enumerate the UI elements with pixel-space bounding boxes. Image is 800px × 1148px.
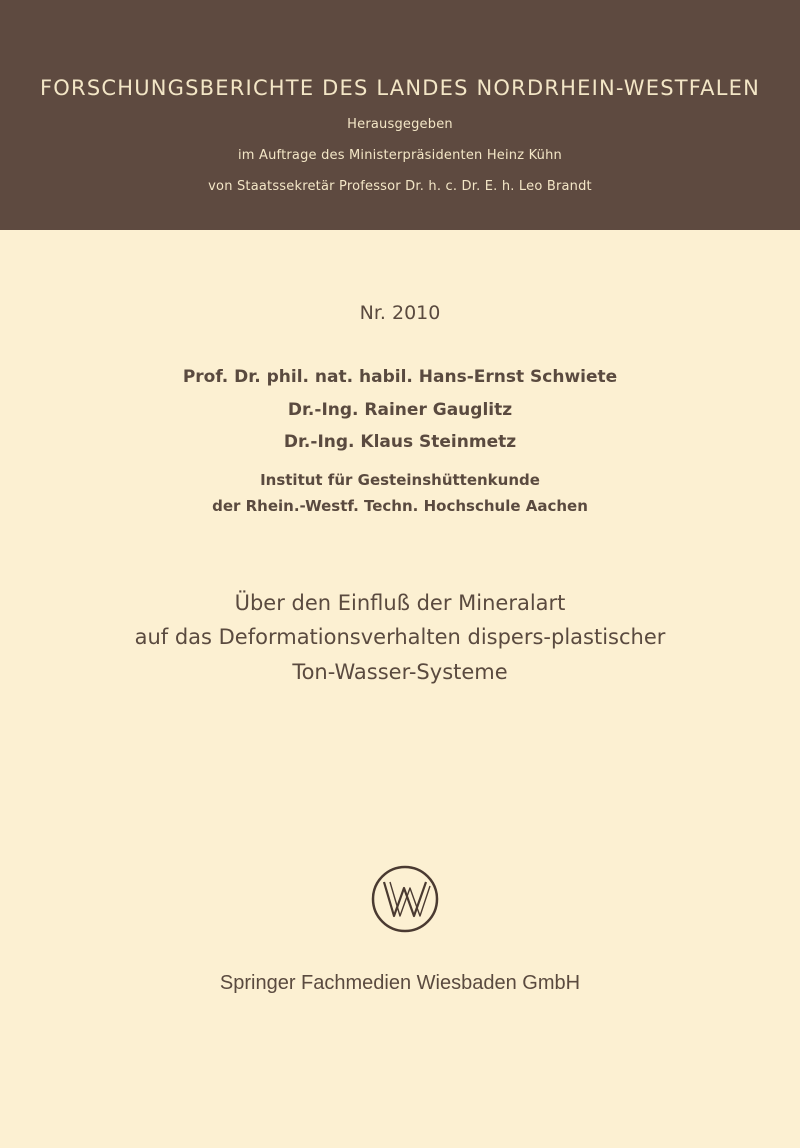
title-line-1: Über den Einfluß der Mineralart xyxy=(234,591,566,615)
author-1: Prof. Dr. phil. nat. habil. Hans-Ernst Schwiete xyxy=(182,367,618,387)
report-number: Nr. 2010 xyxy=(359,302,441,324)
header-line-editor: Herausgegeben xyxy=(347,117,453,132)
title-line-2: auf das Deformationsverhalten dispers-plastischer xyxy=(134,625,666,649)
series-header xyxy=(0,0,800,230)
publisher-logo-icon xyxy=(370,864,440,934)
author-2: Dr.-Ing. Rainer Gauglitz xyxy=(287,400,513,420)
institute-line-1: Institut für Gesteinshüttenkunde xyxy=(260,471,540,489)
series-title: FORSCHUNGSBERICHTE DES LANDES NORDRHEIN-WESTFALEN xyxy=(40,76,760,100)
header-line-secretary: von Staatssekretär Professor Dr. h. c. Dr. E. h. Leo Brandt xyxy=(208,179,592,194)
author-3: Dr.-Ing. Klaus Steinmetz xyxy=(283,432,517,452)
institute-line-2: der Rhein.-Westf. Techn. Hochschule Aachen xyxy=(212,497,588,515)
header-line-commission: im Auftrage des Ministerpräsidenten Heinz Kühn xyxy=(237,148,562,163)
title-line-3: Ton-Wasser-Systeme xyxy=(292,660,508,684)
publisher-name: Springer Fachmedien Wiesbaden GmbH xyxy=(219,972,581,994)
